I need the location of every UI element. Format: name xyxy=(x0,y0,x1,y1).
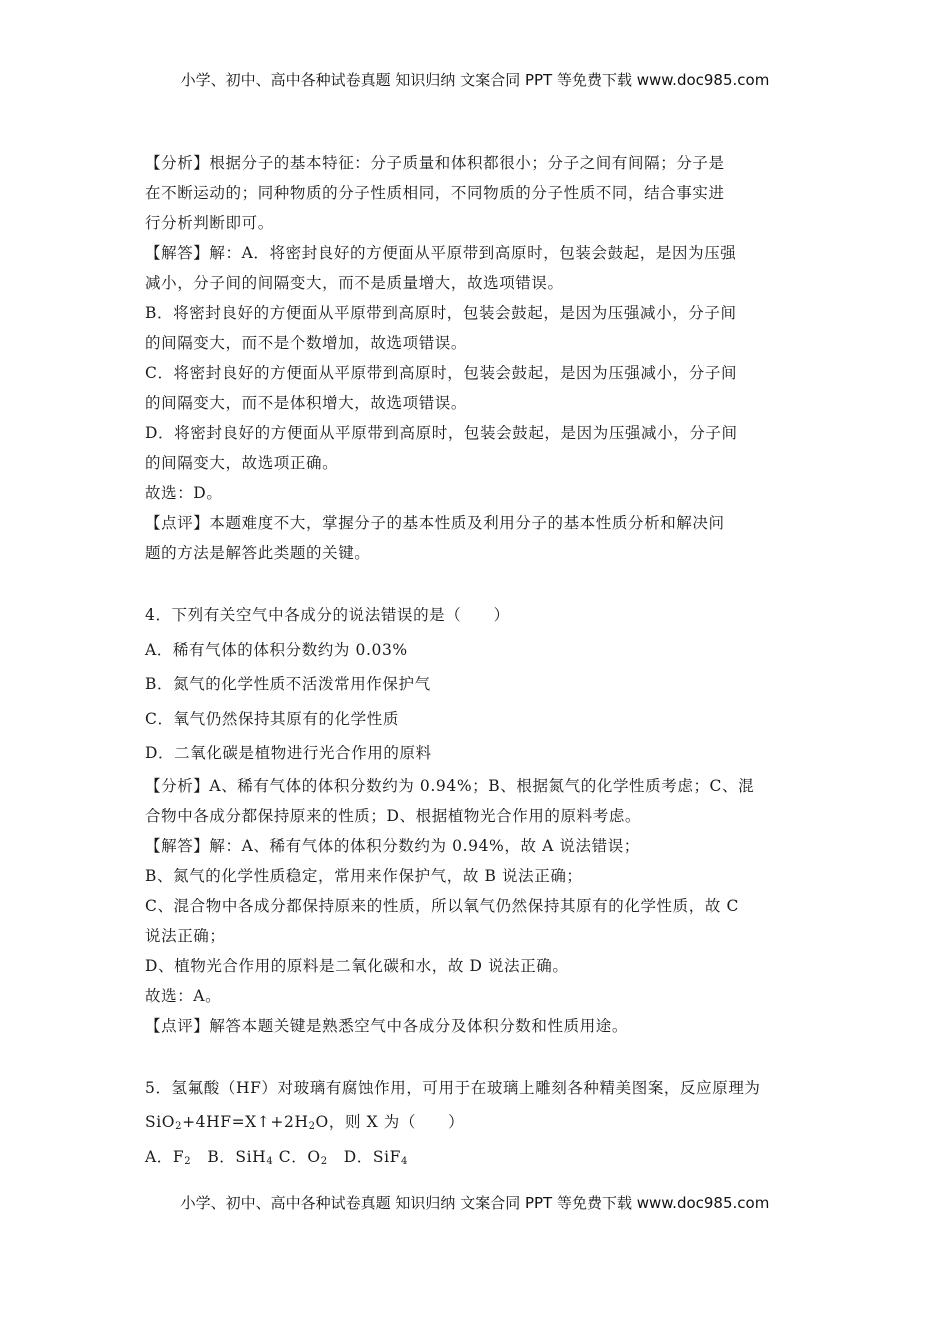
q3-answer-line: 减小，分子间的间隔变大，而不是质量增大，故选项错误。 xyxy=(145,274,564,292)
q3-answer-line: 故选：D。 xyxy=(145,484,223,502)
eq-subscript: 2 xyxy=(175,1121,183,1132)
q3-answer-line: 的间隔变大，而不是体积增大，故选项错误。 xyxy=(145,394,468,412)
formula-subscript: 4 xyxy=(401,1155,408,1167)
q3-answer-line: 【解答】解：A．将密封良好的方便面从平原带到高原时，包装会鼓起，是因为压强 xyxy=(145,244,737,262)
eq-part: SiO xyxy=(145,1113,176,1131)
q4-analysis-line: 【分析】A、稀有气体的体积分数约为 0.94%；B、根据氮气的化学性质考虑；C、混 xyxy=(145,776,755,795)
q4-answer-line: B、氮气的化学性质稳定，常用来作保护气，故 B 说法正确； xyxy=(145,866,583,885)
q3-analysis-line: 行分析判断即可。 xyxy=(145,214,274,232)
q3-comment-line: 【点评】本题难度不大，掌握分子的基本性质及利用分子的基本性质分析和解决问 xyxy=(145,514,725,532)
q4-analysis-line: 合物中各成分都保持原来的性质；D、根据植物光合作用的原料考虑。 xyxy=(145,806,642,825)
eq-part: +4HF=X↑+2H xyxy=(182,1113,309,1131)
spacer xyxy=(145,1041,810,1071)
eq-subscript: 2 xyxy=(308,1121,316,1132)
eq-part: O，则 X 为（ ） xyxy=(315,1113,465,1131)
document-body xyxy=(145,148,810,1174)
q3-answer-line: C．将密封良好的方便面从平原带到高原时，包装会鼓起，是因为压强减小，分子间 xyxy=(145,364,738,382)
q4-comment: 【点评】解答本题关键是熟悉空气中各成分及体积分数和性质用途。 xyxy=(145,1016,629,1035)
q5-options xyxy=(145,1140,810,1175)
q3-answer-line: 的间隔变大，而不是个数增加，故选项错误。 xyxy=(145,334,468,352)
q5-option-d: D．SiF xyxy=(327,1147,402,1166)
q4-answer-line: C、混合物中各成分都保持原来的性质，所以氧气仍然保持其原有的化学性质，故 C xyxy=(145,896,739,915)
q4-option-c: C．氧气仍然保持其原有的化学性质 xyxy=(145,709,399,728)
q5-option-b: B．SiH xyxy=(191,1147,267,1166)
q4-option-a: A．稀有气体的体积分数约为 0.03% xyxy=(145,640,408,659)
q5-stem: 5．氢氟酸（HF）对玻璃有腐蚀作用，可用于在玻璃上雕刻各种精美图案，反应原理为 xyxy=(145,1078,761,1097)
q3-answer-line: 的间隔变大，故选项正确。 xyxy=(145,454,339,472)
q4-answer-line: 故选：A。 xyxy=(145,986,222,1005)
formula-subscript: 2 xyxy=(320,1155,328,1167)
q5-equation xyxy=(145,1105,810,1140)
q3-analysis-line: 【分析】根据分子的基本特征：分子质量和体积都很小；分子之间有间隔；分子是 xyxy=(145,154,725,172)
q5-option-a: A．F xyxy=(145,1147,185,1166)
q3-comment-line: 题的方法是解答此类题的关键。 xyxy=(145,544,371,562)
formula-subscript: 4 xyxy=(266,1155,274,1167)
q3-answer-line: B．将密封良好的方便面从平原带到高原时，包装会鼓起，是因为压强减小，分子间 xyxy=(145,304,737,322)
spacer xyxy=(145,568,810,598)
q5-option-c: C．O xyxy=(273,1147,321,1166)
q4-stem: 4．下列有关空气中各成分的说法错误的是（ ） xyxy=(145,606,510,624)
q4-answer-line: D、植物光合作用的原料是二氧化碳和水，故 D 说法正确。 xyxy=(145,956,569,975)
q4-option-b: B．氮气的化学性质不活泼常用作保护气 xyxy=(145,675,431,693)
q4-answer-line: 说法正确； xyxy=(145,926,226,945)
page-header: 小学、初中、高中各种试卷真题 知识归纳 文案合同 PPT 等免费下载 www.doc985.com xyxy=(180,71,770,89)
q4-answer-line: 【解答】解：A、稀有气体的体积分数约为 0.94%，故 A 说法错误； xyxy=(145,836,640,855)
formula-subscript: 2 xyxy=(184,1155,192,1167)
q3-analysis-line: 在不断运动的；同种物质的分子性质相同，不同物质的分子性质不同，结合事实进 xyxy=(145,184,725,202)
page-footer: 小学、初中、高中各种试卷真题 知识归纳 文案合同 PPT 等免费下载 www.doc985.com xyxy=(180,1194,770,1212)
q4-option-d: D．二氧化碳是植物进行光合作用的原料 xyxy=(145,744,432,762)
q3-answer-line: D．将密封良好的方便面从平原带到高原时，包装会鼓起，是因为压强减小，分子间 xyxy=(145,424,738,442)
